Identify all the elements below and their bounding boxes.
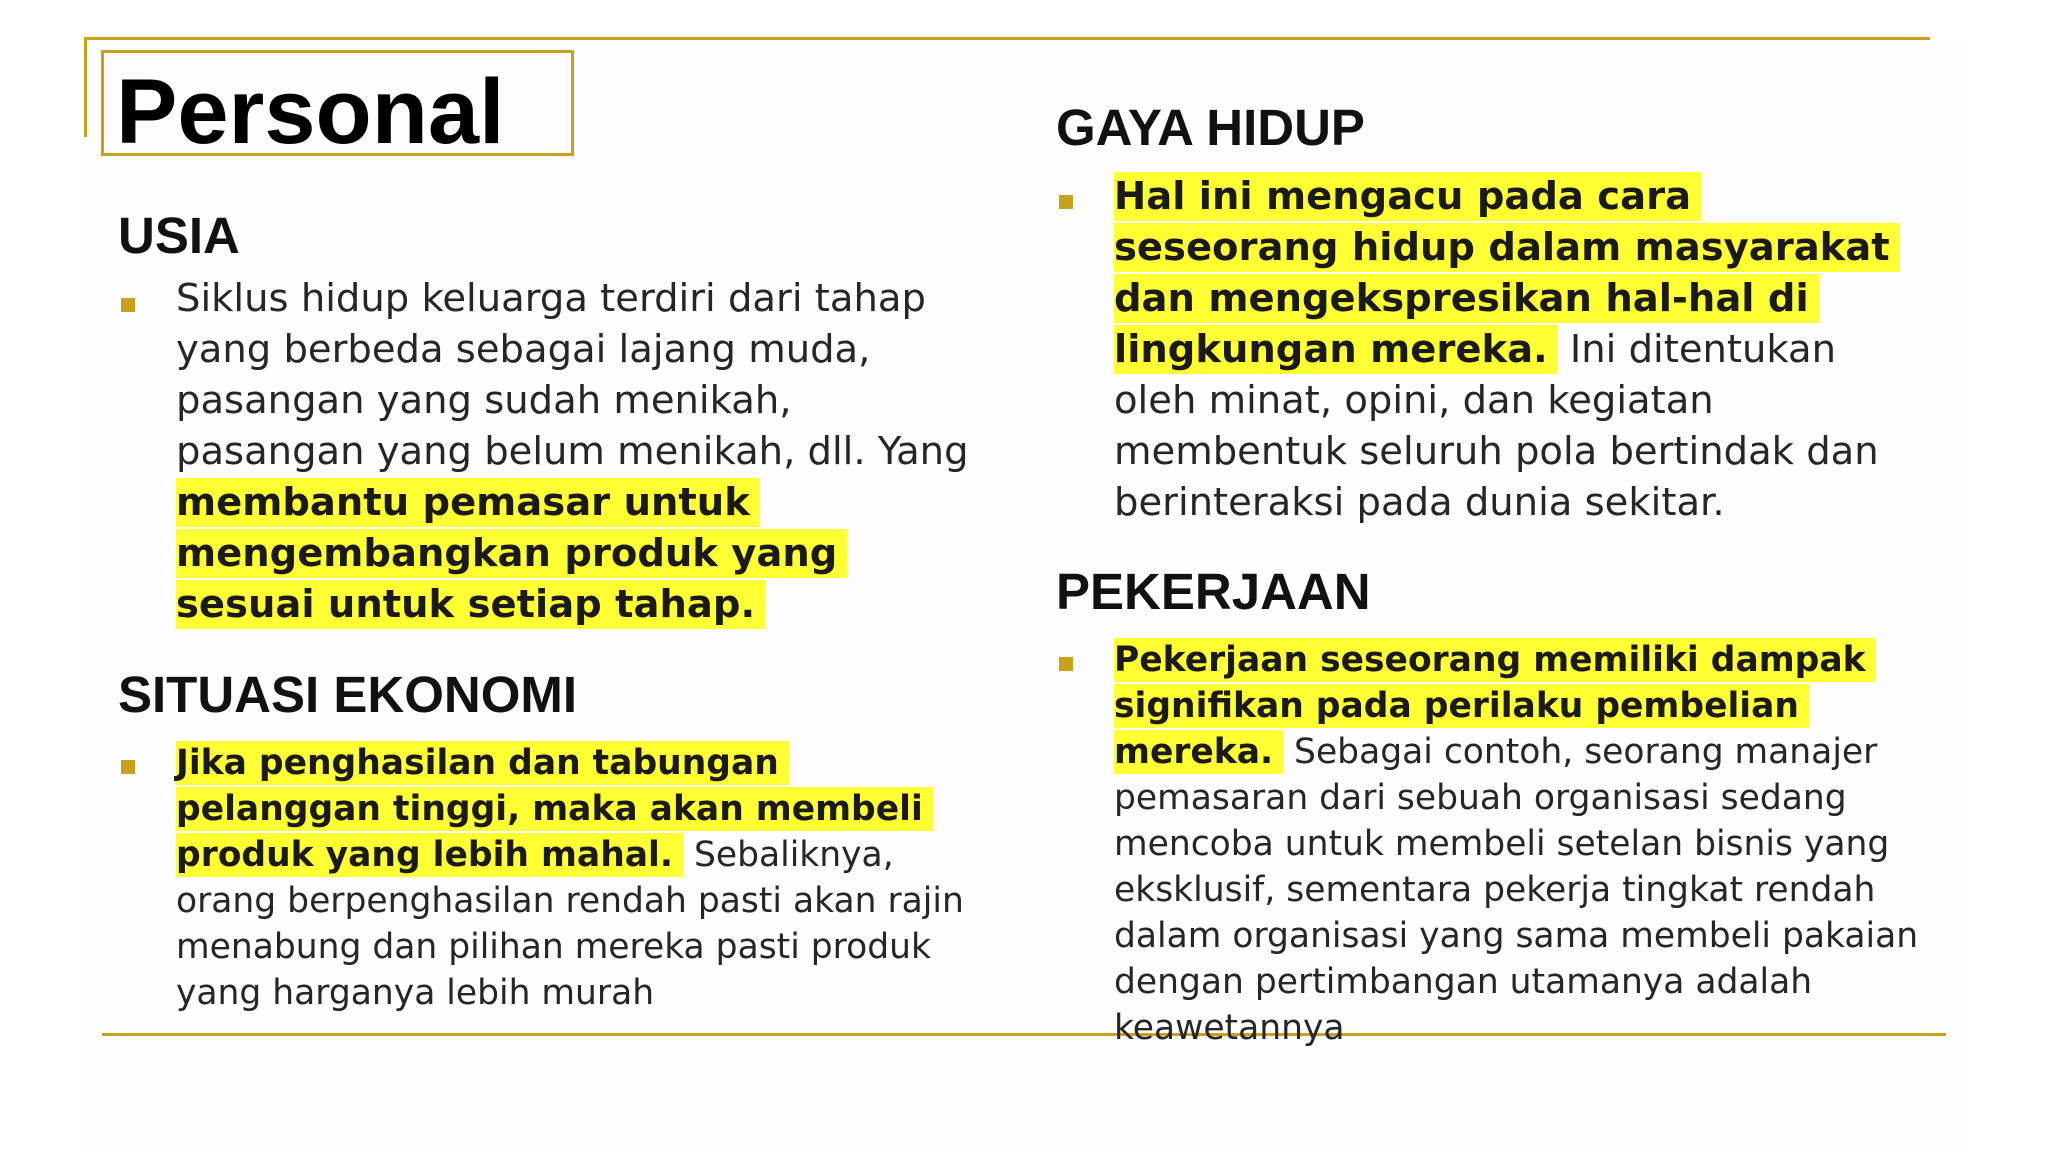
gaya-hidup-paragraph	[1114, 171, 1924, 528]
heading-usia: USIA	[118, 207, 240, 264]
top-left-divider	[84, 37, 87, 137]
pekerjaan-text: Sebagai contoh, seorang manajer pemasaran dari sebuah organisasi sedang mencoba untuk membeli setelan bisnis yang eksklusif, sementara pekerja tingkat rendah dalam organisasi yang sama membeli pakaian dengan pertimbangan utamanya adalah keawetannya	[1114, 732, 1919, 1048]
square-bullet-icon	[1059, 195, 1073, 209]
square-bullet-icon	[121, 760, 135, 774]
situasi-ekonomi-text: Sebaliknya, orang berpenghasilan rendah pasti akan rajin menabung dan pilihan mereka pasti produk yang harganya lebih murah	[176, 835, 964, 1013]
square-bullet-icon	[1059, 657, 1073, 671]
heading-pekerjaan: PEKERJAAN	[1056, 563, 1371, 620]
pekerjaan-paragraph	[1114, 637, 1944, 1051]
usia-text: Siklus hidup keluarga terdiri dari tahap yang berbeda sebagai lajang muda, pasangan yang sudah menikah, pasangan yang belum menikah, dll. Yang	[176, 276, 969, 474]
pekerjaan-highlight: Pekerjaan seseorang memiliki dampak signifikan pada perilaku pembelian mereka.	[1114, 638, 1876, 774]
gaya-hidup-text: Ini ditentukan oleh minat, opini, dan kegiatan membentuk seluruh pola bertindak dan berinteraksi pada dunia sekitar.	[1114, 327, 1879, 525]
situasi-ekonomi-highlight: Jika penghasilan dan tabungan pelanggan tinggi, maka akan membeli produk yang lebih mahal.	[176, 741, 933, 877]
heading-situasi-ekonomi: SITUASI EKONOMI	[118, 666, 578, 723]
situasi-ekonomi-paragraph	[176, 740, 976, 1016]
usia-paragraph	[176, 273, 976, 630]
heading-gaya-hidup: GAYA HIDUP	[1056, 99, 1365, 156]
top-divider	[84, 37, 1930, 40]
square-bullet-icon	[121, 298, 135, 312]
usia-highlight: membantu pemasar untuk mengembangkan produk yang sesuai untuk setiap tahap.	[176, 478, 847, 629]
slide-title: Personal	[116, 61, 505, 163]
gaya-hidup-highlight: Hal ini mengacu pada cara seseorang hidup dalam masyarakat dan mengekspresikan hal-hal di lingkungan mereka.	[1114, 172, 1900, 374]
